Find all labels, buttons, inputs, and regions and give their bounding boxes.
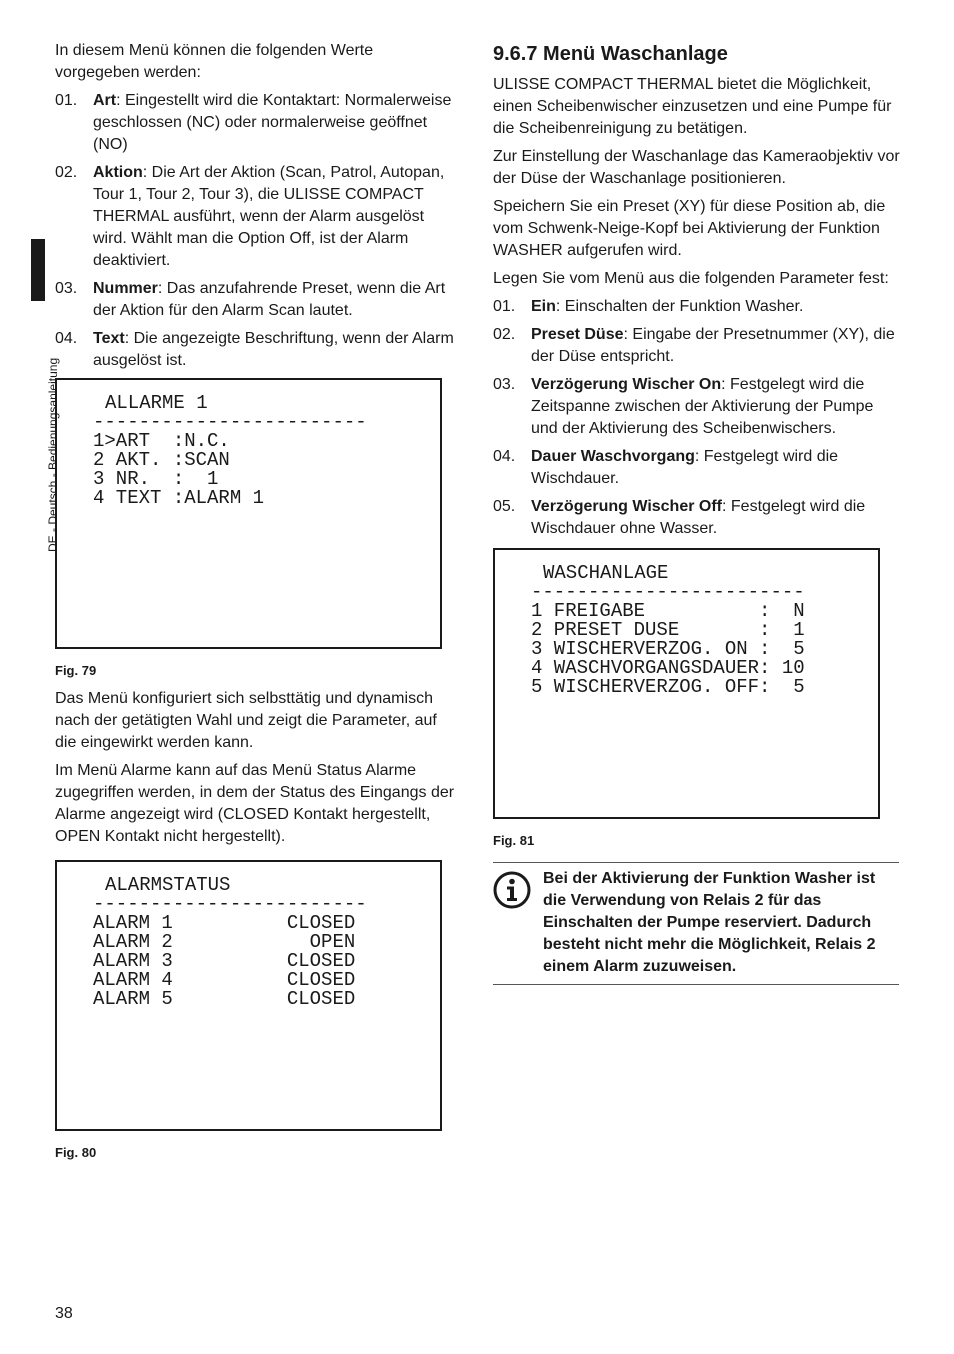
osd-title: WASCHANLAGE [543,562,669,584]
list-description: : Festgelegt wird die Zeitspanne zwischen der Aktivierung der Pumpe und der Aktivierung des Scheibenwischers. [531,376,874,437]
osd-line: 1>ART :N.C. [93,430,230,452]
washer-parameter-list [493,296,903,540]
osd-separator: ------------------------ [531,581,805,603]
osd-line: 2 PRESET DUSE : 1 [531,619,805,641]
osd-separator: ------------------------ [93,411,367,433]
list-item [55,328,460,372]
osd-line: 4 TEXT :ALARM 1 [93,487,265,509]
list-number: 04. [55,330,78,347]
osd-line: 5 WISCHERVERZOG. OFF: 5 [531,676,805,698]
osd-line: 1 FREIGABE : N [531,600,805,622]
osd-line: 2 AKT. :SCAN [93,449,230,471]
list-number: 03. [55,280,78,297]
list-term: Ein [531,298,556,315]
list-term: Text [93,330,125,347]
list-description: : Eingabe der Presetnummer (XY), die der Düse entspricht. [531,326,895,365]
list-description: : Das anzufahrende Preset, wenn die Art der Aktion für den Alarm Scan lautet. [93,280,446,319]
figure-caption: Fig. 81 [493,833,535,848]
osd-screen-alarm-status [55,860,442,1131]
osd-line: ALARM 1 CLOSED [93,912,356,934]
list-item [493,324,903,368]
osd-line: 3 NR. : 1 [93,468,219,490]
intro-text: In diesem Menü können die folgenden Werte vorgegeben werden: [55,42,374,81]
list-term: Art [93,92,117,109]
right-column [493,40,903,985]
list-term: Nummer [93,280,158,297]
list-description: : Festgelegt wird die Wischdauer. [531,448,839,487]
list-number: 02. [493,326,516,343]
list-term: Aktion [93,164,143,181]
figure-caption: Fig. 79 [55,663,97,678]
list-term: Verzögerung Wischer Off [531,498,722,515]
osd-title: ALLARME 1 [105,392,208,414]
list-term: Preset Düse [531,326,624,343]
body-text: ULISSE COMPACT THERMAL bietet die Möglichkeit, einen Scheibenwischer einzusetzen und eine Pumpe für die Scheibenreinigung zu betätigen. [493,76,892,137]
list-description: : Die angezeigte Beschriftung, wenn der Alarm ausgelöst ist. [93,330,454,369]
body-text: Das Menü konfiguriert sich selbsttätig und dynamisch nach der getätigten Wahl und zeigt die Parameter, auf die eingewirkt werden kann. [55,690,437,751]
sidebar-marker [31,239,45,301]
list-item [493,374,903,440]
list-item [493,446,903,490]
alarm-parameter-list [55,90,460,372]
body-text: Zur Einstellung der Waschanlage das Kameraobjektiv vor der Düse der Waschanlage positionieren. [493,148,900,187]
info-note [493,862,899,985]
list-item [55,90,460,156]
list-number: 05. [493,498,516,515]
list-description: : Eingestellt wird die Kontaktart: Normalerweise geschlossen (NC) oder normalerweise geöffnet (NO) [93,92,452,153]
figure-caption: Fig. 80 [55,1145,97,1160]
list-term: Verzögerung Wischer On [531,376,722,393]
body-text: Speichern Sie ein Preset (XY) für diese Position ab, die vom Schwenk-Neige-Kopf bei Aktivierung der Funktion WASHER aufgerufen wird. [493,198,886,259]
list-description: : Die Art der Aktion (Scan, Patrol, Autopan, Tour 1, Tour 2, Tour 3), die ULISSE COMPACT THERMAL ausführt, wenn der Alarm ausgelöst wird. Wählt man die Option Off, ist der Alarm deaktiviert. [93,164,445,269]
list-number: 01. [493,298,516,315]
page-number: 38 [55,1305,73,1322]
list-item [55,278,460,322]
note-text: Bei der Aktivierung der Funktion Washer ist die Verwendung von Relais 2 für das Einschalten der Pumpe reserviert. Dadurch besteht nicht mehr die Möglichkeit, Relais 2 einem Alarm zuzuweisen. [543,870,876,975]
list-description: : Festgelegt wird die Wischdauer ohne Wasser. [531,498,866,537]
list-description: : Einschalten der Funktion Washer. [555,298,804,315]
section-heading: 9.6.7 Menü Waschanlage [493,43,728,65]
body-text: Legen Sie vom Menü aus die folgenden Parameter fest: [493,270,889,287]
info-icon [493,868,543,978]
list-item [493,496,903,540]
sidebar-language-label: DE - Deutsch - Bedienungsanleitung [46,357,60,552]
left-column [55,40,460,1160]
osd-line: 4 WASCHVORGANGSDAUER: 10 [531,657,805,679]
osd-line: ALARM 5 CLOSED [93,988,356,1010]
list-number: 01. [55,92,78,109]
list-number: 04. [493,448,516,465]
osd-separator: ------------------------ [93,893,367,915]
osd-line: ALARM 2 OPEN [93,931,356,953]
osd-screen-alarm [55,378,442,649]
list-number: 02. [55,164,78,181]
osd-screen-washer [493,548,880,819]
list-number: 03. [493,376,516,393]
osd-line: ALARM 4 CLOSED [93,969,356,991]
osd-title: ALARMSTATUS [105,874,231,896]
list-term: Dauer Waschvorgang [531,448,695,465]
osd-line: ALARM 3 CLOSED [93,950,356,972]
body-text: Im Menü Alarme kann auf das Menü Status Alarme zugegriffen werden, in dem der Status des Eingangs der Alarme angezeigt wird (CLOSED Kontakt hergestellt, OPEN Kontakt nicht hergestellt). [55,762,455,845]
osd-line: 3 WISCHERVERZOG. ON : 5 [531,638,805,660]
list-item [493,296,903,318]
list-item [55,162,460,272]
